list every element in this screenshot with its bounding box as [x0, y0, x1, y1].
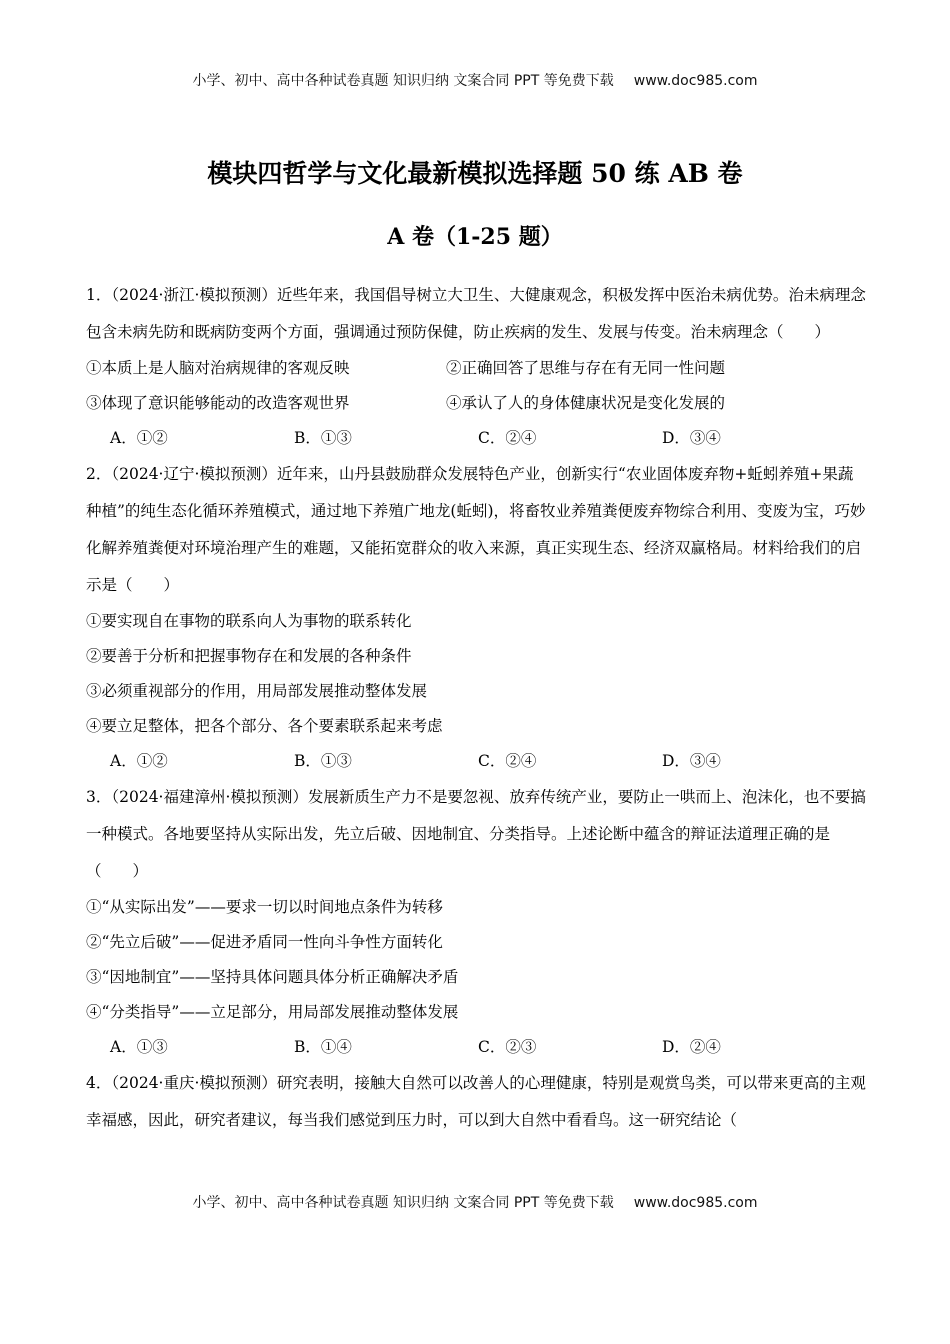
- option: ③“因地制宜”——坚持具体问题具体分析正确解决矛盾: [86, 968, 459, 986]
- section-title: A 卷（1-25 题）: [387, 224, 563, 250]
- option: ④“分类指导”——立足部分，用局部发展推动整体发展: [86, 1003, 459, 1021]
- option: ④要立足整体，把各个部分、各个要素联系起来考虑: [86, 717, 443, 735]
- question-stem: 4．（2024·重庆·模拟预测）研究表明，接触大自然可以改善人的心理健康，特别是观赏鸟类，可以带来更高的主观幸福感，因此，研究者建议，每当我们感觉到压力时，可以到大自然中看看鸟。这一研究结论（: [86, 1074, 866, 1129]
- question-2: [86, 456, 866, 779]
- answer-choices: [86, 744, 866, 779]
- choice-d: D．②④: [662, 1038, 721, 1056]
- page-title: 模块四哲学与文化最新模拟选择题 50 练 AB 卷: [207, 159, 743, 188]
- option-row: [86, 386, 866, 421]
- option: ②正确回答了思维与存在有无同一性问题: [446, 359, 726, 377]
- header-site[interactable]: www.doc985.com: [633, 73, 758, 89]
- choice-d: D．③④: [662, 429, 721, 447]
- footer-site[interactable]: www.doc985.com: [633, 1195, 758, 1211]
- page-header: [0, 70, 950, 90]
- question-stem: 3．（2024·福建漳州·模拟预测）发展新质生产力不是要忽视、放弃传统产业，要防止一哄而上、泡沫化，也不要搞一种模式。各地要坚持从实际出发，先立后破、因地制宜、分类指导。上述论断中蕴含的辩证法道理正确的是（ ）: [86, 788, 866, 880]
- choice-b: B．①④: [294, 1038, 352, 1056]
- footer-text: 小学、初中、高中各种试卷真题 知识归纳 文案合同 PPT 等免费下载: [192, 1195, 614, 1211]
- choice-b: B．①③: [294, 429, 352, 447]
- choice-a: A．①③: [110, 1038, 168, 1056]
- page-footer: [0, 1192, 950, 1212]
- answer-choices: [86, 1030, 866, 1065]
- question-4: [86, 1065, 866, 1139]
- option: ①要实现自在事物的联系向人为事物的联系转化: [86, 612, 412, 630]
- choice-c: C．②④: [478, 429, 537, 447]
- choice-d: D．③④: [662, 752, 721, 770]
- question-1: [86, 277, 866, 456]
- question-list: [86, 277, 866, 1139]
- option: ①本质上是人脑对治病规律的客观反映: [86, 359, 350, 377]
- question-stem: 1．（2024·浙江·模拟预测）近些年来，我国倡导树立大卫生、大健康观念，积极发挥中医治未病优势。治未病理念包含未病先防和既病防变两个方面，强调通过预防保健，防止疾病的发生、发展与传变。治未病理念（ ）: [86, 286, 866, 341]
- header-text: 小学、初中、高中各种试卷真题 知识归纳 文案合同 PPT 等免费下载: [192, 73, 614, 89]
- option: ②要善于分析和把握事物存在和发展的各种条件: [86, 647, 412, 665]
- option: ②“先立后破”——促进矛盾同一性向斗争性方面转化: [86, 933, 443, 951]
- question-3: [86, 779, 866, 1065]
- question-stem: 2．（2024·辽宁·模拟预测）近年来，山丹县鼓励群众发展特色产业，创新实行“农业固体废弃物+蚯蚓养殖+果蔬种植”的纯生态化循环养殖模式，通过地下养殖广地龙(蚯蚓)，将畜牧业养殖粪便废弃物综合利用、变废为宝，巧妙化解养殖粪便对环境治理产生的难题，又能拓宽群众的收入来源，真正实现生态、经济双赢格局。材料给我们的启示是（ ）: [86, 465, 866, 594]
- option: ①“从实际出发”——要求一切以时间地点条件为转移: [86, 898, 443, 916]
- option: ③体现了意识能够能动的改造客观世界: [86, 394, 350, 412]
- answer-choices: [86, 421, 866, 456]
- choice-c: C．②④: [478, 752, 537, 770]
- option-row: [86, 351, 866, 386]
- choice-a: A．①②: [110, 429, 168, 447]
- option: ④承认了人的身体健康状况是变化发展的: [446, 394, 726, 412]
- option: ③必须重视部分的作用，用局部发展推动整体发展: [86, 682, 428, 700]
- choice-a: A．①②: [110, 752, 168, 770]
- choice-c: C．②③: [478, 1038, 537, 1056]
- choice-b: B．①③: [294, 752, 352, 770]
